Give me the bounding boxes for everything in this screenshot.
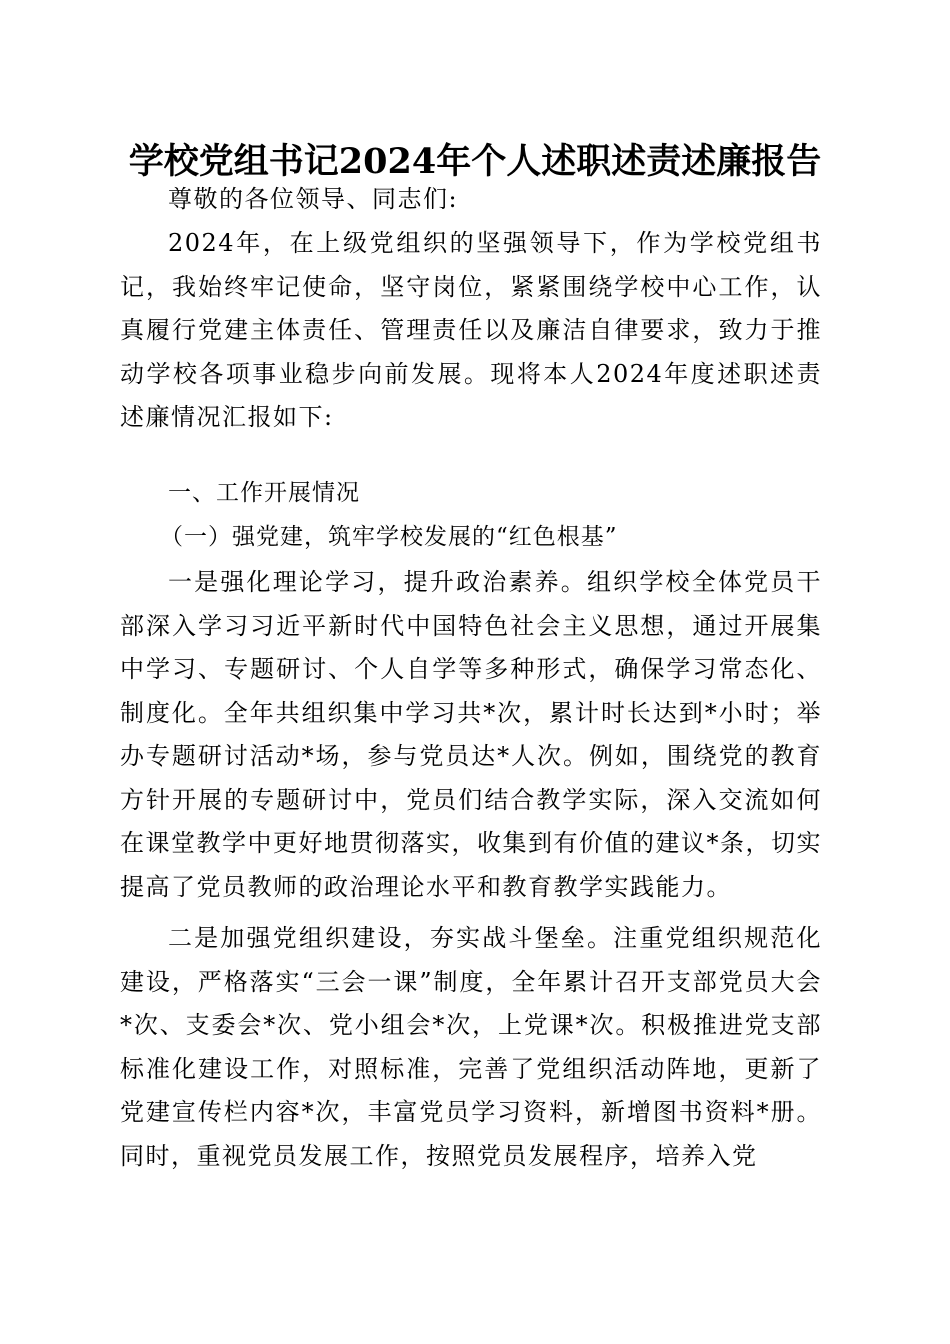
body-paragraph-1: 一是强化理论学习，提升政治素养。组织学校全体党员干部深入学习习近平新时代中国特色社会主义思想，通过开展集中学习、专题研讨、个人自学等多种形式，确保学习常态化、制度化。全年共组织集中学习共*次，累计时长达到*小时；举办专题研讨活动*场，参与党员达*人次。例如，围绕党的教育方针开展的专题研讨中，党员们结合教学实际，深入交流如何在课堂教学中更好地贯彻落实，收集到有价值的建议*条，切实提高了党员教师的政治理论水平和教育教学实践能力。 (120, 568, 822, 901)
salutation: 尊敬的各位领导、同志们: (168, 185, 459, 213)
intro-paragraph: 2024年，在上级党组织的坚强领导下，作为学校党组书记，我始终牢记使命，坚守岗位，紧紧围绕学校中心工作，认真履行党建主体责任、管理责任以及廉洁自律要求，致力于推动学校各项事业稳步向前发展。现将本人2024年度述职述责述廉情况汇报如下: (120, 229, 822, 431)
document-title: 学校党组书记2024年个人述职述责述廉报告 (128, 141, 822, 182)
body-paragraph-2: 二是加强党组织建设，夯实战斗堡垒。注重党组织规范化建设，严格落实“三会一课”制度，全年累计召开支部党员大会*次、支委会*次、党小组会*次，上党课*次。积极推进党支部标准化建设工作，对照标准，完善了党组织活动阵地，更新了党建宣传栏内容*次，丰富党员学习资料，新增图书资料*册。同时，重视党员发展工作，按照党员发展程序，培养入党 (120, 924, 822, 1170)
section-heading: 一、工作开展情况 (168, 480, 360, 506)
subsection-heading: （一）强党建，筑牢学校发展的“红色根基” (160, 524, 618, 550)
